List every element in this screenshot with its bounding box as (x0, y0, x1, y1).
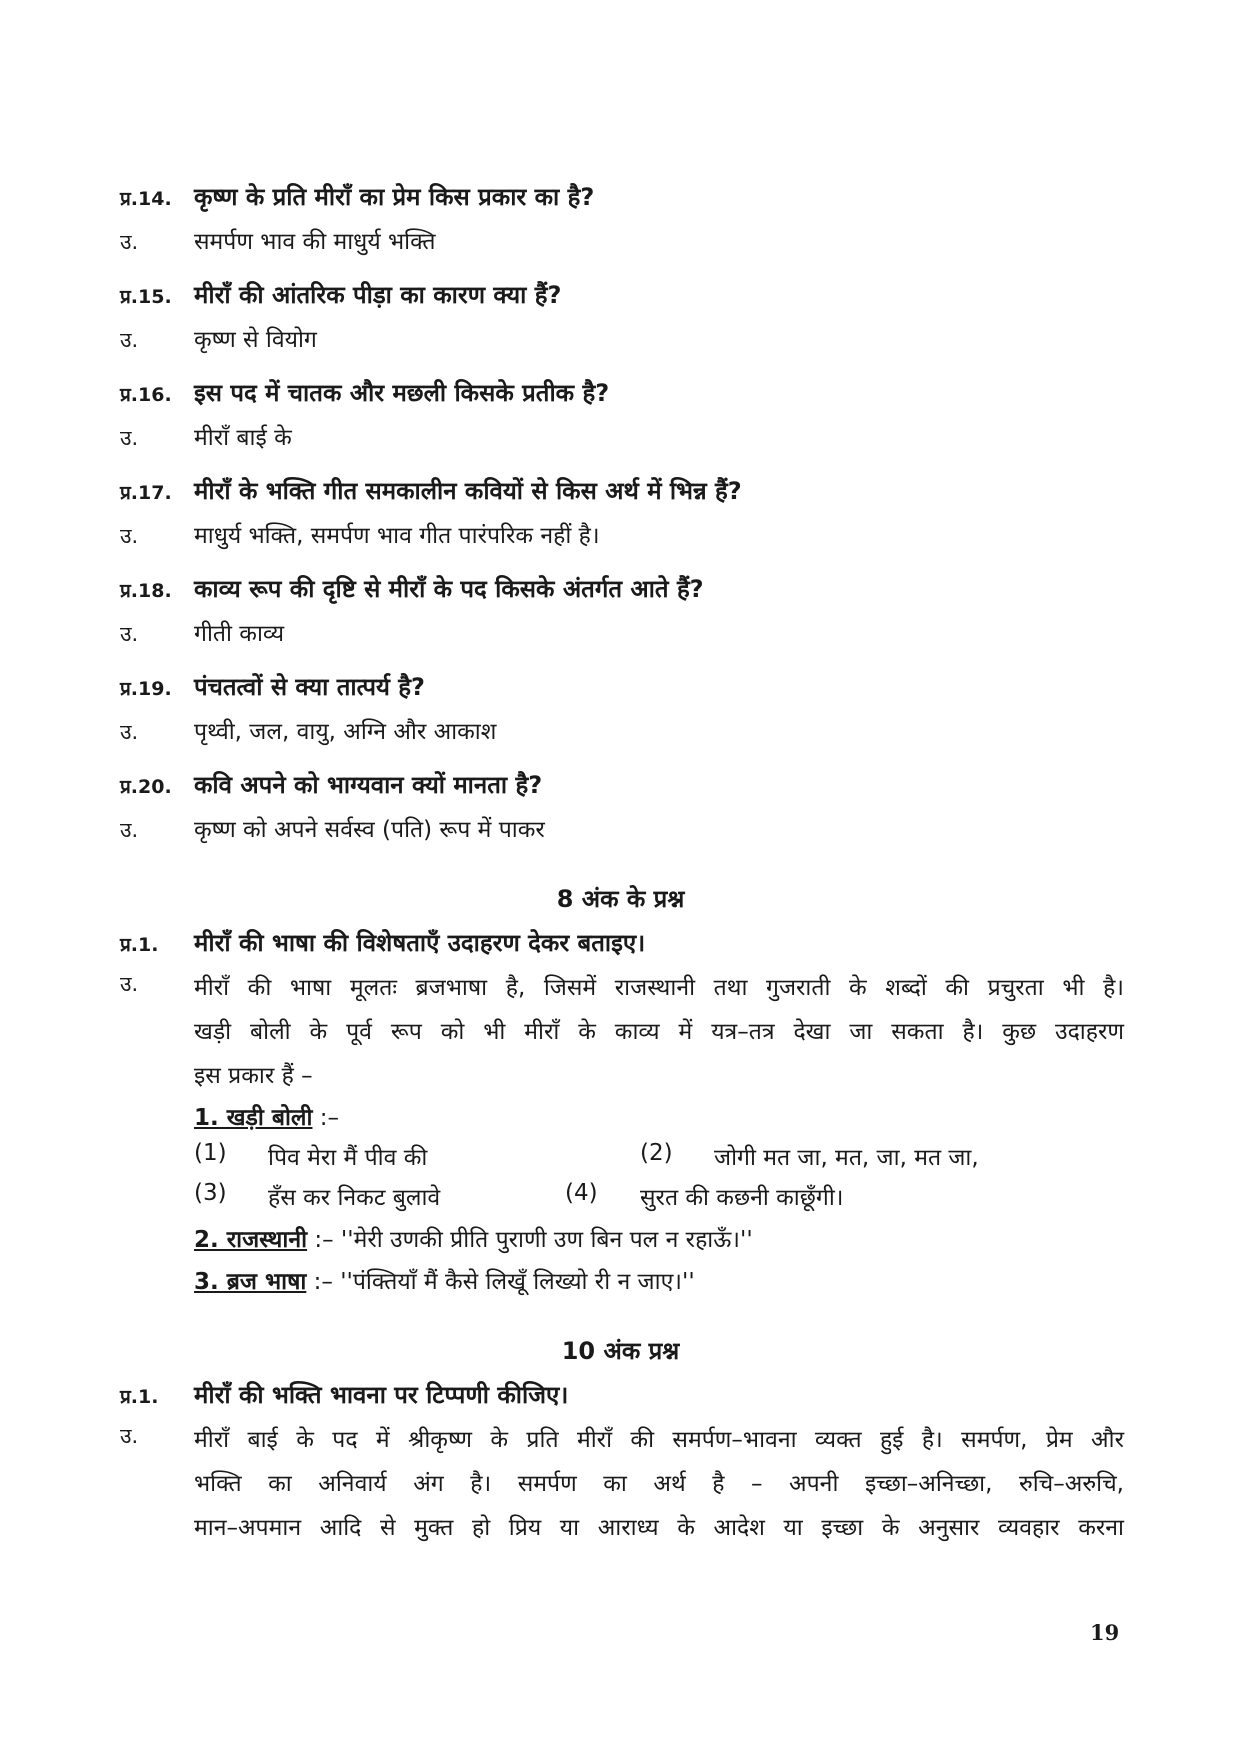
answer-line: इस प्रकार हैं – (194, 1063, 313, 1089)
question-text: काव्य रूप की दृष्टि से मीराँ के पद किसके अंतर्गत आते हैं? (194, 575, 704, 603)
question-17 (120, 474, 1130, 507)
question-label: प्र.19. (120, 678, 172, 700)
answer-16 (120, 420, 1130, 452)
question-text: इस पद में चातक और मछली किसके प्रतीक है? (194, 379, 610, 407)
braj-line (194, 1264, 695, 1296)
example-number: (2) (640, 1140, 673, 1166)
question-text: कृष्ण के प्रति मीराँ का प्रेम किस प्रकार का है? (194, 183, 595, 211)
braj-text: :– ''पंक्तियाँ मैं कैसे लिखूँ लिख्यो री न जाए।'' (306, 1269, 695, 1295)
answer-18 (120, 616, 1130, 648)
question-text: पंचतत्वों से क्या तात्पर्य है? (194, 673, 425, 701)
question-label: प्र.20. (120, 776, 172, 798)
answer-text: कृष्ण को अपने सर्वस्व (पति) रूप में पाकर (194, 817, 545, 843)
question-15 (120, 278, 1130, 311)
answer-line: मान–अपमान आदि से मुक्त हो प्रिय या आराध्य के आदेश या इच्छा के अनुसार व्यवहार करना (194, 1515, 1124, 1541)
question-text: कवि अपने को भाग्यवान क्यों मानता है? (194, 771, 543, 799)
example-number: (4) (565, 1180, 598, 1206)
example-text: सुरत की कछनी काछूँगी। (640, 1185, 844, 1211)
question-label: प्र.15. (120, 286, 172, 308)
example-text: पिव मेरा मैं पीव की (268, 1145, 428, 1171)
question-18 (120, 572, 1130, 605)
example-text: हँस कर निकट बुलावे (268, 1185, 441, 1211)
example-number: (1) (194, 1140, 227, 1166)
answer-label: उ. (120, 524, 139, 548)
answer-text: गीती काव्य (194, 621, 285, 647)
answer-label: उ. (120, 230, 139, 254)
question-label: प्र.17. (120, 482, 172, 504)
answer-line: मीराँ बाई के पद में श्रीकृष्ण के प्रति मीराँ की समर्पण–भावना व्यक्त हुई है। समर्पण, प्रेम और (194, 1427, 1124, 1453)
answer-text: कृष्ण से वियोग (194, 327, 317, 353)
question-text: मीराँ की भाषा की विशेषताएँ उदाहरण देकर बताइए। (194, 929, 646, 957)
question-text: मीराँ की भक्ति भावना पर टिप्पणी कीजिए। (194, 1381, 569, 1409)
answer-14 (120, 224, 1130, 256)
question-16 (120, 376, 1130, 409)
answer-label: उ. (120, 426, 139, 450)
question-label: प्र.18. (120, 580, 172, 602)
section-heading-8-marks: 8 अंक के प्रश्न (556, 885, 685, 913)
khadi-boli-title: 1. खड़ी बोली (194, 1105, 313, 1131)
braj-title: 3. ब्रज भाषा (194, 1269, 307, 1295)
example-text: जोगी मत जा, मत, जा, मत जा, (714, 1145, 979, 1171)
question-10-1 (120, 1378, 1130, 1411)
question-text: मीराँ की आंतरिक पीड़ा का कारण क्या हैं? (194, 281, 562, 309)
rajasthani-text: :– ''मेरी उणकी प्रीति पुराणी उण बिन पल न रहाऊँ।'' (307, 1227, 753, 1253)
answer-15 (120, 322, 1130, 354)
question-text: मीराँ के भक्ति गीत समकालीन कवियों से किस अर्थ में भिन्न हैं? (194, 477, 742, 505)
answer-label: उ. (120, 1424, 139, 1448)
khadi-boli-heading (194, 1100, 339, 1132)
question-14 (120, 180, 1130, 213)
answer-label: उ. (120, 972, 139, 996)
answer-line: मीराँ की भाषा मूलतः ब्रजभाषा है, जिसमें राजस्थानी तथा गुजराती के शब्दों की प्रचुरता भी है। (194, 975, 1124, 1001)
answer-20 (120, 812, 1130, 844)
answer-line: खड़ी बोली के पूर्व रूप को भी मीराँ के काव्य में यत्र–तत्र देखा जा सकता है। कुछ उदाहरण (194, 1019, 1125, 1045)
page-number: 19 (1090, 1620, 1120, 1645)
answer-text: मीराँ बाई के (194, 425, 292, 451)
rajasthani-line (194, 1222, 753, 1254)
answer-text: समर्पण भाव की माधुर्य भक्ति (194, 229, 436, 255)
answer-text: पृथ्वी, जल, वायु, अग्नि और आकाश (194, 719, 497, 745)
question-19 (120, 670, 1130, 703)
answer-label: उ. (120, 720, 139, 744)
question-label: प्र.16. (120, 384, 172, 406)
rajasthani-title: 2. राजस्थानी (194, 1227, 308, 1253)
answer-label: उ. (120, 818, 139, 842)
answer-19 (120, 714, 1130, 746)
example-number: (3) (194, 1180, 227, 1206)
answer-17 (120, 518, 1130, 550)
khadi-boli-sep: :– (312, 1105, 340, 1131)
section-heading-10-marks: 10 अंक प्रश्न (561, 1337, 680, 1365)
question-8-1 (120, 926, 1130, 959)
question-20 (120, 768, 1130, 801)
answer-line: भक्ति का अनिवार्य अंग है। समर्पण का अर्थ है – अपनी इच्छा–अनिच्छा, रुचि–अरुचि, (194, 1471, 1124, 1497)
answer-label: उ. (120, 328, 139, 352)
answer-text: माधुर्य भक्ति, समर्पण भाव गीत पारंपरिक नहीं है। (194, 523, 600, 549)
question-label: प्र.1. (120, 1386, 159, 1408)
answer-label: उ. (120, 622, 139, 646)
question-label: प्र.14. (120, 188, 172, 210)
question-label: प्र.1. (120, 934, 159, 956)
